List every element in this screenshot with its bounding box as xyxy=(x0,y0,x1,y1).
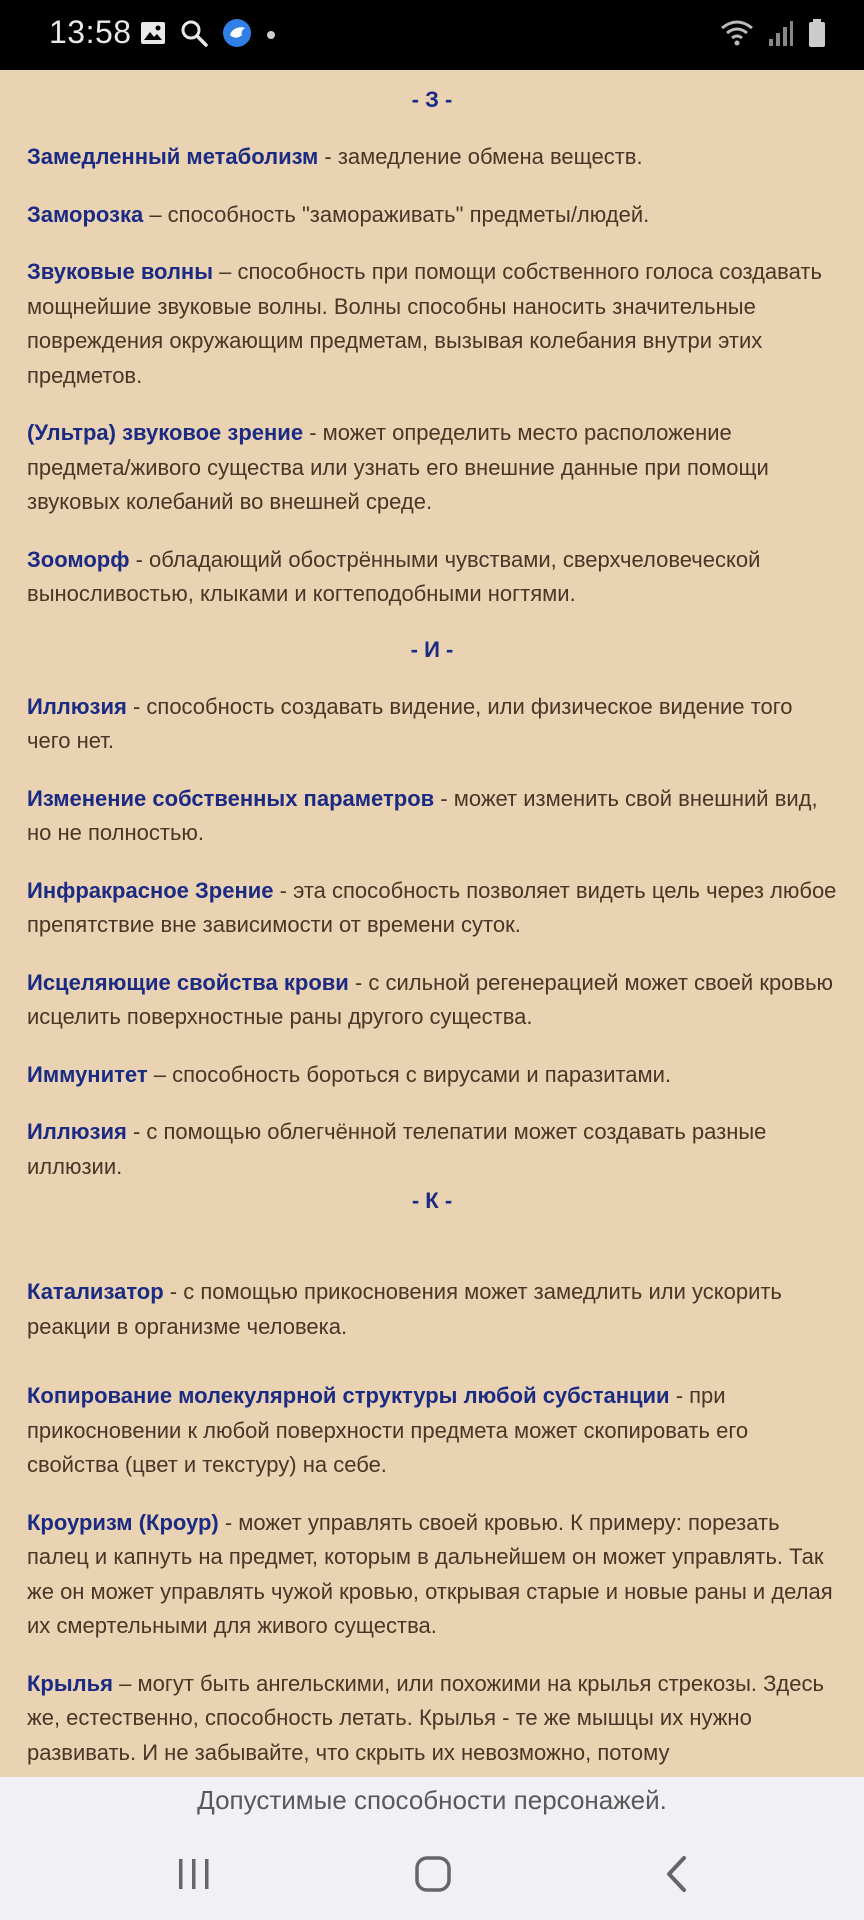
recents-icon[interactable] xyxy=(164,1851,224,1902)
status-time: 13:58 xyxy=(49,14,132,50)
entry-description: – способность "замораживать" предметы/людей. xyxy=(143,201,650,227)
entry xyxy=(27,874,837,943)
entry-term: Кроуризм (Кроур) xyxy=(27,1509,219,1535)
entry xyxy=(27,255,837,393)
entry-description: – способность при помощи собственного голоса создавать мощнейшие звуковые волны. Волны способны наносить значительные повреждения окружающим предметам, вызывая колебания внутри этих предметов. xyxy=(27,259,822,388)
navigation-bar xyxy=(0,1829,864,1920)
status-notification-icons xyxy=(140,18,290,53)
entry-description: - при прикосновении к любой поверхности предмета может скопировать его свойства (цвет и текстуру) на себе. xyxy=(27,1383,749,1477)
entry-description: - способность создавать видение, или физическое видение того чего нет. xyxy=(27,693,793,753)
section-header-i: - И - xyxy=(410,636,454,662)
entry-description: - эта способность позволяет видеть цель через любое препятствие вне зависимости от времени суток. xyxy=(27,877,837,937)
entry xyxy=(27,543,837,612)
entry xyxy=(27,140,837,175)
home-icon[interactable] xyxy=(405,1851,461,1902)
entry-term: Изменение собственных параметров xyxy=(27,785,435,811)
entry xyxy=(27,1667,837,1771)
entry-description: – могут быть ангельскими, или похожими на крылья стрекозы. Здесь же, естественно, способность летать. Крылья - те же мышцы их нужно развивать. И не забывайте, что скрыть их невозможно, потому xyxy=(27,1670,824,1765)
entry-term: Крылья xyxy=(27,1670,113,1696)
image-icon xyxy=(140,21,166,50)
entry-term: Иммунитет xyxy=(27,1061,148,1087)
entry-description: - может определить место расположение предмета/живого существа или узнать его внешние данные при помощи звуковых колебаний во внешней среде. xyxy=(27,420,769,514)
entry-term: Замедленный метаболизм xyxy=(27,144,319,169)
status-bar xyxy=(0,0,864,70)
article-content[interactable] xyxy=(0,70,864,1777)
status-system-icons xyxy=(720,18,840,53)
entry xyxy=(27,782,837,851)
entry-description: - обладающий обострёнными чувствами, сверхчеловеческой выносливостью, клыками и когтеподобными ногтями. xyxy=(27,546,761,606)
search-icon xyxy=(180,19,208,52)
app-bird-icon xyxy=(222,18,252,53)
dot-icon xyxy=(266,27,276,45)
entry-term: Копирование молекулярной структуры любой субстанции xyxy=(27,1383,670,1408)
entry-description: - с сильной регенерацией может своей кровью исцелить поверхностные раны другого существа. xyxy=(27,969,834,1029)
entry-description: - с помощью прикосновения может замедлить или ускорить реакции в организме человека. xyxy=(27,1279,782,1339)
entry xyxy=(27,966,837,1035)
battery-icon xyxy=(808,18,826,53)
entry-description: - может управлять своей кровью. К примеру: порезать палец и капнуть на предмет, которым в дальнейшем он может управлять. Так же он может управлять чужой кровью, открывая старые и новые раны и делая их смертельными для живого существа. xyxy=(27,1509,833,1638)
entry xyxy=(27,1058,837,1093)
entry xyxy=(27,1115,837,1184)
entry-term: Звуковые волны xyxy=(27,259,213,284)
entry-term: (Ультра) звуковое зрение xyxy=(27,420,304,445)
entry-term: Исцеляющие свойства крови xyxy=(27,969,349,995)
page-title-caption: Допустимые способности персонажей. xyxy=(0,1777,864,1829)
entry xyxy=(27,1379,837,1483)
section-header-z: - З - xyxy=(411,87,453,112)
back-icon[interactable] xyxy=(648,1851,704,1902)
wifi-icon xyxy=(720,19,754,52)
entry-description: - замедление обмена веществ. xyxy=(318,144,643,169)
entry-description: – способность бороться с вирусами и паразитами. xyxy=(147,1061,672,1087)
entry xyxy=(27,416,837,520)
section-header-k: - К - xyxy=(411,1188,453,1213)
entry xyxy=(27,690,837,759)
entry-description: - может изменить свой внешний вид, но не полностью. xyxy=(27,785,818,845)
entry xyxy=(27,1506,837,1644)
entry-term: Иллюзия xyxy=(27,693,127,719)
signal-icon xyxy=(768,19,794,52)
entry-term: Инфракрасное Зрение xyxy=(27,877,274,903)
entry xyxy=(27,198,837,233)
entry-description: - с помощью облегчённой телепатии может создавать разные иллюзии. xyxy=(27,1119,767,1179)
entry-term: Зооморф xyxy=(27,546,130,572)
entry-term: Катализатор xyxy=(27,1279,164,1304)
entry-term: Заморозка xyxy=(27,201,144,227)
entry-term: Иллюзия xyxy=(27,1119,127,1144)
entry xyxy=(27,1275,837,1344)
